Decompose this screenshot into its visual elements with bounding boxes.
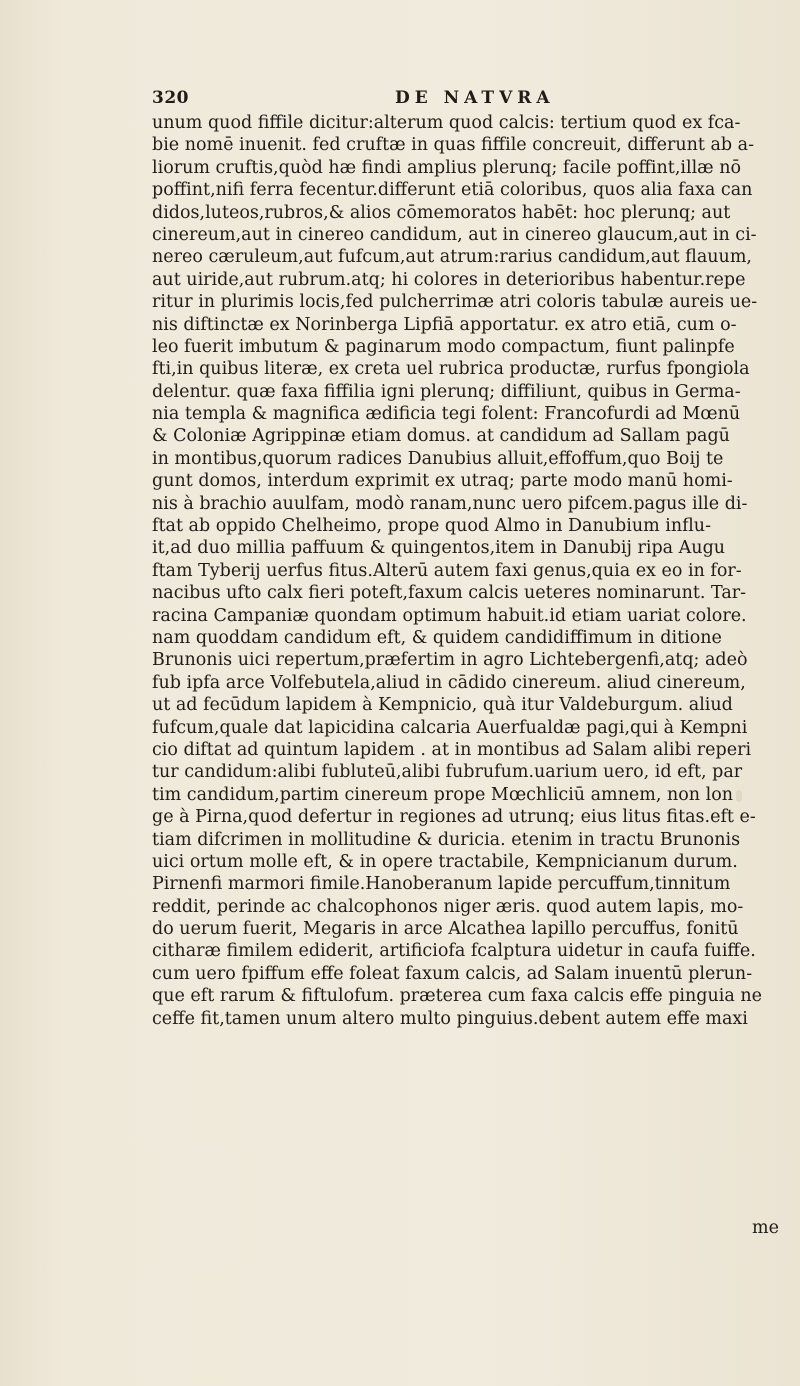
text-line: & Coloniæ Agrippinæ etiam domus. at candidum ad Sallam pagū: [152, 426, 730, 447]
text-line: nereo cæruleum,aut fufcum,aut atrum:rarius candidum,aut flauum,: [152, 247, 752, 268]
text-line: unum quod fiffile dicitur:alterum quod calcis: tertium quod ex fca-: [152, 113, 741, 133]
text-line: ftat ab oppido Chelheimo, prope quod Almo in Danubium influ-: [152, 516, 711, 537]
page-header: [152, 88, 672, 114]
text-line: nacibus ufto calx fieri poteft,faxum calcis ueteres nominarunt. Tar-: [152, 583, 747, 604]
text-line: poffint,nifi ferra fecentur.differunt etiā coloribus, quos alia faxa can: [152, 180, 753, 201]
catchword: me: [752, 1218, 779, 1238]
text-line: cum uero fpiffum effe foleat faxum calcis, ad Salam inuentū plerun-: [152, 963, 753, 984]
text-line: aut uiride,aut rubrum.atq; hi colores in deterioribus habentur.repe: [152, 269, 746, 290]
text-line: ut ad fecūdum lapidem à Kempnicio, quà itur Valdeburgum. aliud: [152, 695, 733, 716]
text-line: fufcum,quale dat lapicidina calcaria Auerfualdæ pagi,qui à Kempni: [152, 717, 748, 738]
page-number: 320: [152, 88, 189, 108]
body-text: [152, 112, 800, 1030]
text-line: in montibus,quorum radices Danubius alluit,effoffum,quo Boij te: [152, 448, 724, 469]
text-line: ceffe fit,tamen unum altero multo pinguius.debent autem effe maxi: [152, 1008, 748, 1029]
paper-smudge: [736, 790, 742, 802]
text-line: ritur in plurimis locis,fed pulcherrimæ atri coloris tabulæ aureis ue-: [152, 292, 758, 313]
text-line: liorum cruftis,quòd hæ findi amplius plerunq; facile poffint,illæ nō: [152, 157, 742, 178]
text-line: leo fuerit imbutum & paginarum modo compactum, fiunt palinpfe: [152, 336, 735, 357]
text-line: citharæ fimilem ediderit, artificiofa fcalptura uidetur in caufa fuiffe.: [152, 941, 756, 962]
text-line: fub ipfa arce Volfebutela,aliud in cādido cinereum. aliud cinereum,: [152, 672, 746, 693]
text-line: tur candidum:alibi fubluteū,alibi fubrufum.uarium uero, id eft, par: [152, 762, 743, 783]
text-line: Pirnenfi marmori fimile.Hanoberanum lapide percuffum,tinnitum: [152, 874, 731, 895]
text-line: ftam Tyberij uerfus fitus.Alterū autem faxi genus,quia ex eo in for-: [152, 560, 742, 581]
running-title: DE NATVRA: [395, 88, 555, 108]
text-line: didos,luteos,rubros,& alios cōmemoratos habēt: hoc plerunq; aut: [152, 202, 731, 223]
text-line: delentur. quæ faxa fiffilia igni plerunq; diffiliunt, quibus in Germa-: [152, 381, 741, 402]
text-line: it,ad duo millia paffuum & quingentos,item in Danubij ripa Augu: [152, 538, 726, 559]
text-line: cio diftat ad quintum lapidem . at in montibus ad Salam alibi reperi: [152, 739, 752, 760]
text-line: cinereum,aut in cinereo candidum, aut in cinereo glaucum,aut in ci-: [152, 224, 757, 245]
text-line: fti,in quibus literæ, ex creta uel rubrica productæ, rurfus fpongiola: [152, 359, 750, 380]
text-line: reddit, perinde ac chalcophonos niger æris. quod autem lapis, mo-: [152, 896, 744, 917]
text-line: nia templa & magnifica ædificia tegi folent: Francofurdi ad Mœnū: [152, 404, 741, 425]
text-line: Brunonis uici repertum,præfertim in agro Lichtebergenfi,atq; adeò: [152, 650, 748, 671]
text-line: uici ortum molle eft, & in opere tractabile, Kempnicianum durum.: [152, 851, 738, 872]
text-line: tim candidum,partim cinereum prope Mœchliciū amnem, non lon: [152, 784, 734, 805]
text-line: racina Campaniæ quondam optimum habuit.id etiam uariat colore.: [152, 605, 747, 626]
text-line: ge à Pirna,quod defertur in regiones ad utrunq; eius litus fitas.eft e-: [152, 807, 756, 828]
text-line: gunt domos, interdum exprimit ex utraq; parte modo manū homi-: [152, 471, 733, 492]
text-line: nam quoddam candidum eft, & quidem candidiffimum in ditione: [152, 627, 722, 648]
text-line: nis à brachio auulfam, modò ranam,nunc uero pifcem.pagus ille di-: [152, 493, 748, 514]
text-line: bie nomē inuenit. fed cruftæ in quas fiffile concreuit, differunt ab a-: [152, 135, 755, 156]
text-line: tiam difcrimen in mollitudine & duricia. etenim in tractu Brunonis: [152, 829, 741, 850]
text-line: que eft rarum & fiftulofum. præterea cum faxa calcis effe pinguia ne: [152, 986, 762, 1007]
text-line: nis diftinctæ ex Norinberga Lipfiā apportatur. ex atro etiā, cum o-: [152, 314, 737, 335]
text-line: do uerum fuerit, Megaris in arce Alcathea lapillo percuffus, fonitū: [152, 919, 739, 940]
